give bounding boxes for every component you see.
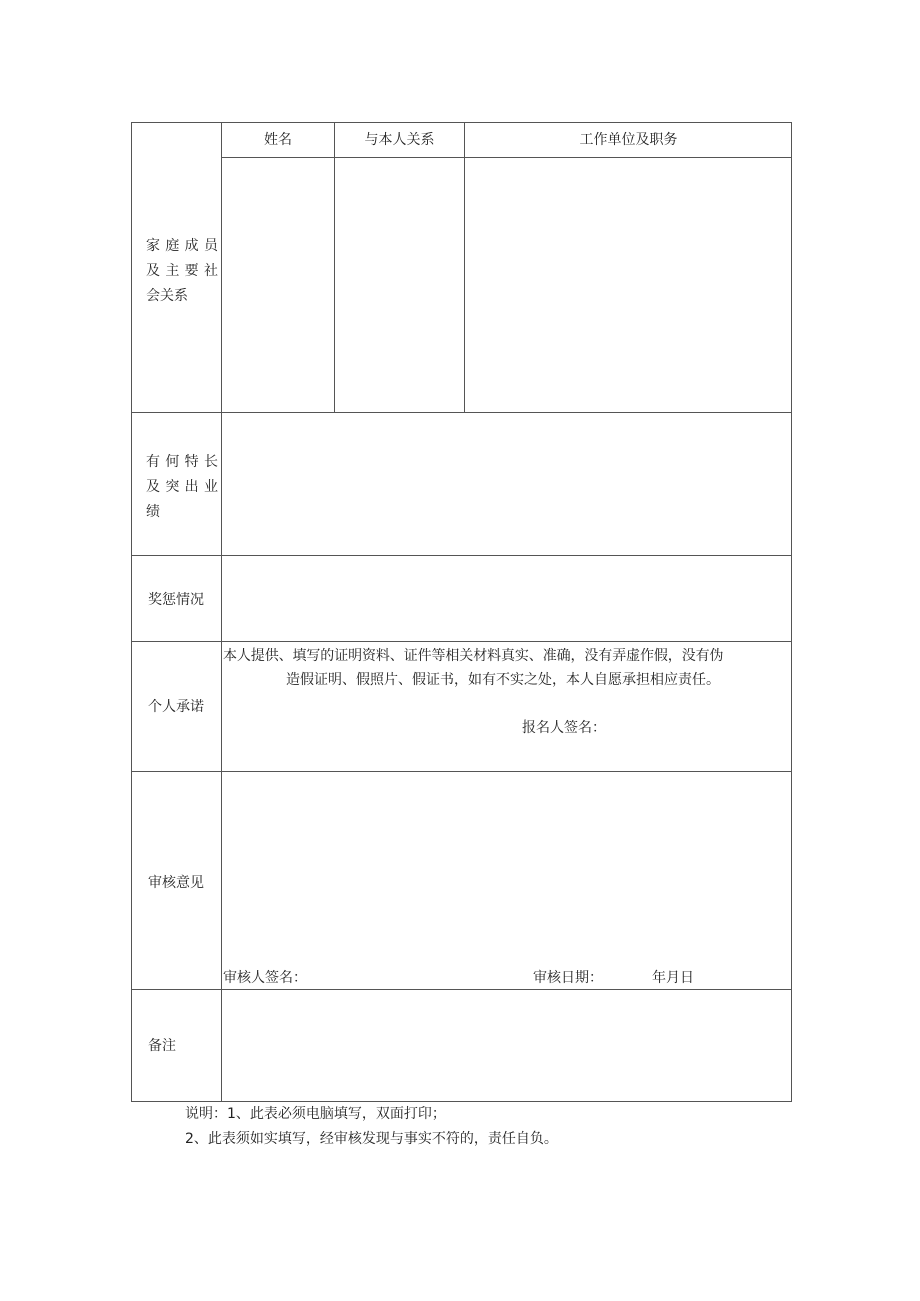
header-name: 姓名 — [264, 132, 292, 148]
note-line-1: 说明：1、此表必须电脑填写，双面打印； — [185, 1106, 446, 1122]
row-divider-reward — [131, 641, 792, 642]
talent-label-line-2: 及突出业 — [146, 479, 218, 495]
header-workplace: 工作单位及职务 — [579, 132, 678, 148]
reward-cell[interactable] — [222, 556, 792, 641]
review-label: 审核意见 — [148, 875, 204, 891]
review-date-label: 审核日期： — [533, 970, 603, 986]
talent-cell[interactable] — [222, 413, 792, 555]
applicant-signature-label: 报名人签名： — [522, 720, 606, 736]
remark-cell[interactable] — [222, 990, 792, 1101]
family-name-cell[interactable] — [222, 158, 334, 412]
reward-label: 奖惩情况 — [148, 592, 204, 608]
promise-text-line-2: 造假证明、假照片、假证书，如有不实之处，本人自愿承担相应责任。 — [286, 672, 720, 688]
family-label-line-2: 及主要社 — [146, 263, 218, 279]
talent-label-line-1: 有何特长 — [146, 454, 218, 470]
remark-label: 备注 — [148, 1038, 176, 1054]
family-label-line-1: 家庭成员 — [146, 238, 218, 254]
promise-label: 个人承诺 — [148, 699, 204, 715]
talent-label-line-3: 绩 — [146, 504, 160, 520]
reviewer-signature-label: 审核人签名： — [223, 970, 307, 986]
family-label-line-3: 会关系 — [146, 288, 188, 304]
note-line-2: 2、此表须如实填写，经审核发现与事实不符的，责任自负。 — [185, 1131, 558, 1147]
review-date-value: 年月日 — [652, 970, 694, 986]
family-relation-cell[interactable] — [335, 158, 464, 412]
header-relation: 与本人关系 — [364, 132, 435, 148]
family-label — [146, 234, 218, 309]
review-cell[interactable] — [222, 772, 792, 962]
talent-label — [146, 450, 218, 525]
family-workplace-cell[interactable] — [465, 158, 792, 412]
promise-text-line-1: 本人提供、填写的证明资料、证件等相关材料真实、准确，没有弄虚作假，没有伪 — [223, 648, 724, 664]
